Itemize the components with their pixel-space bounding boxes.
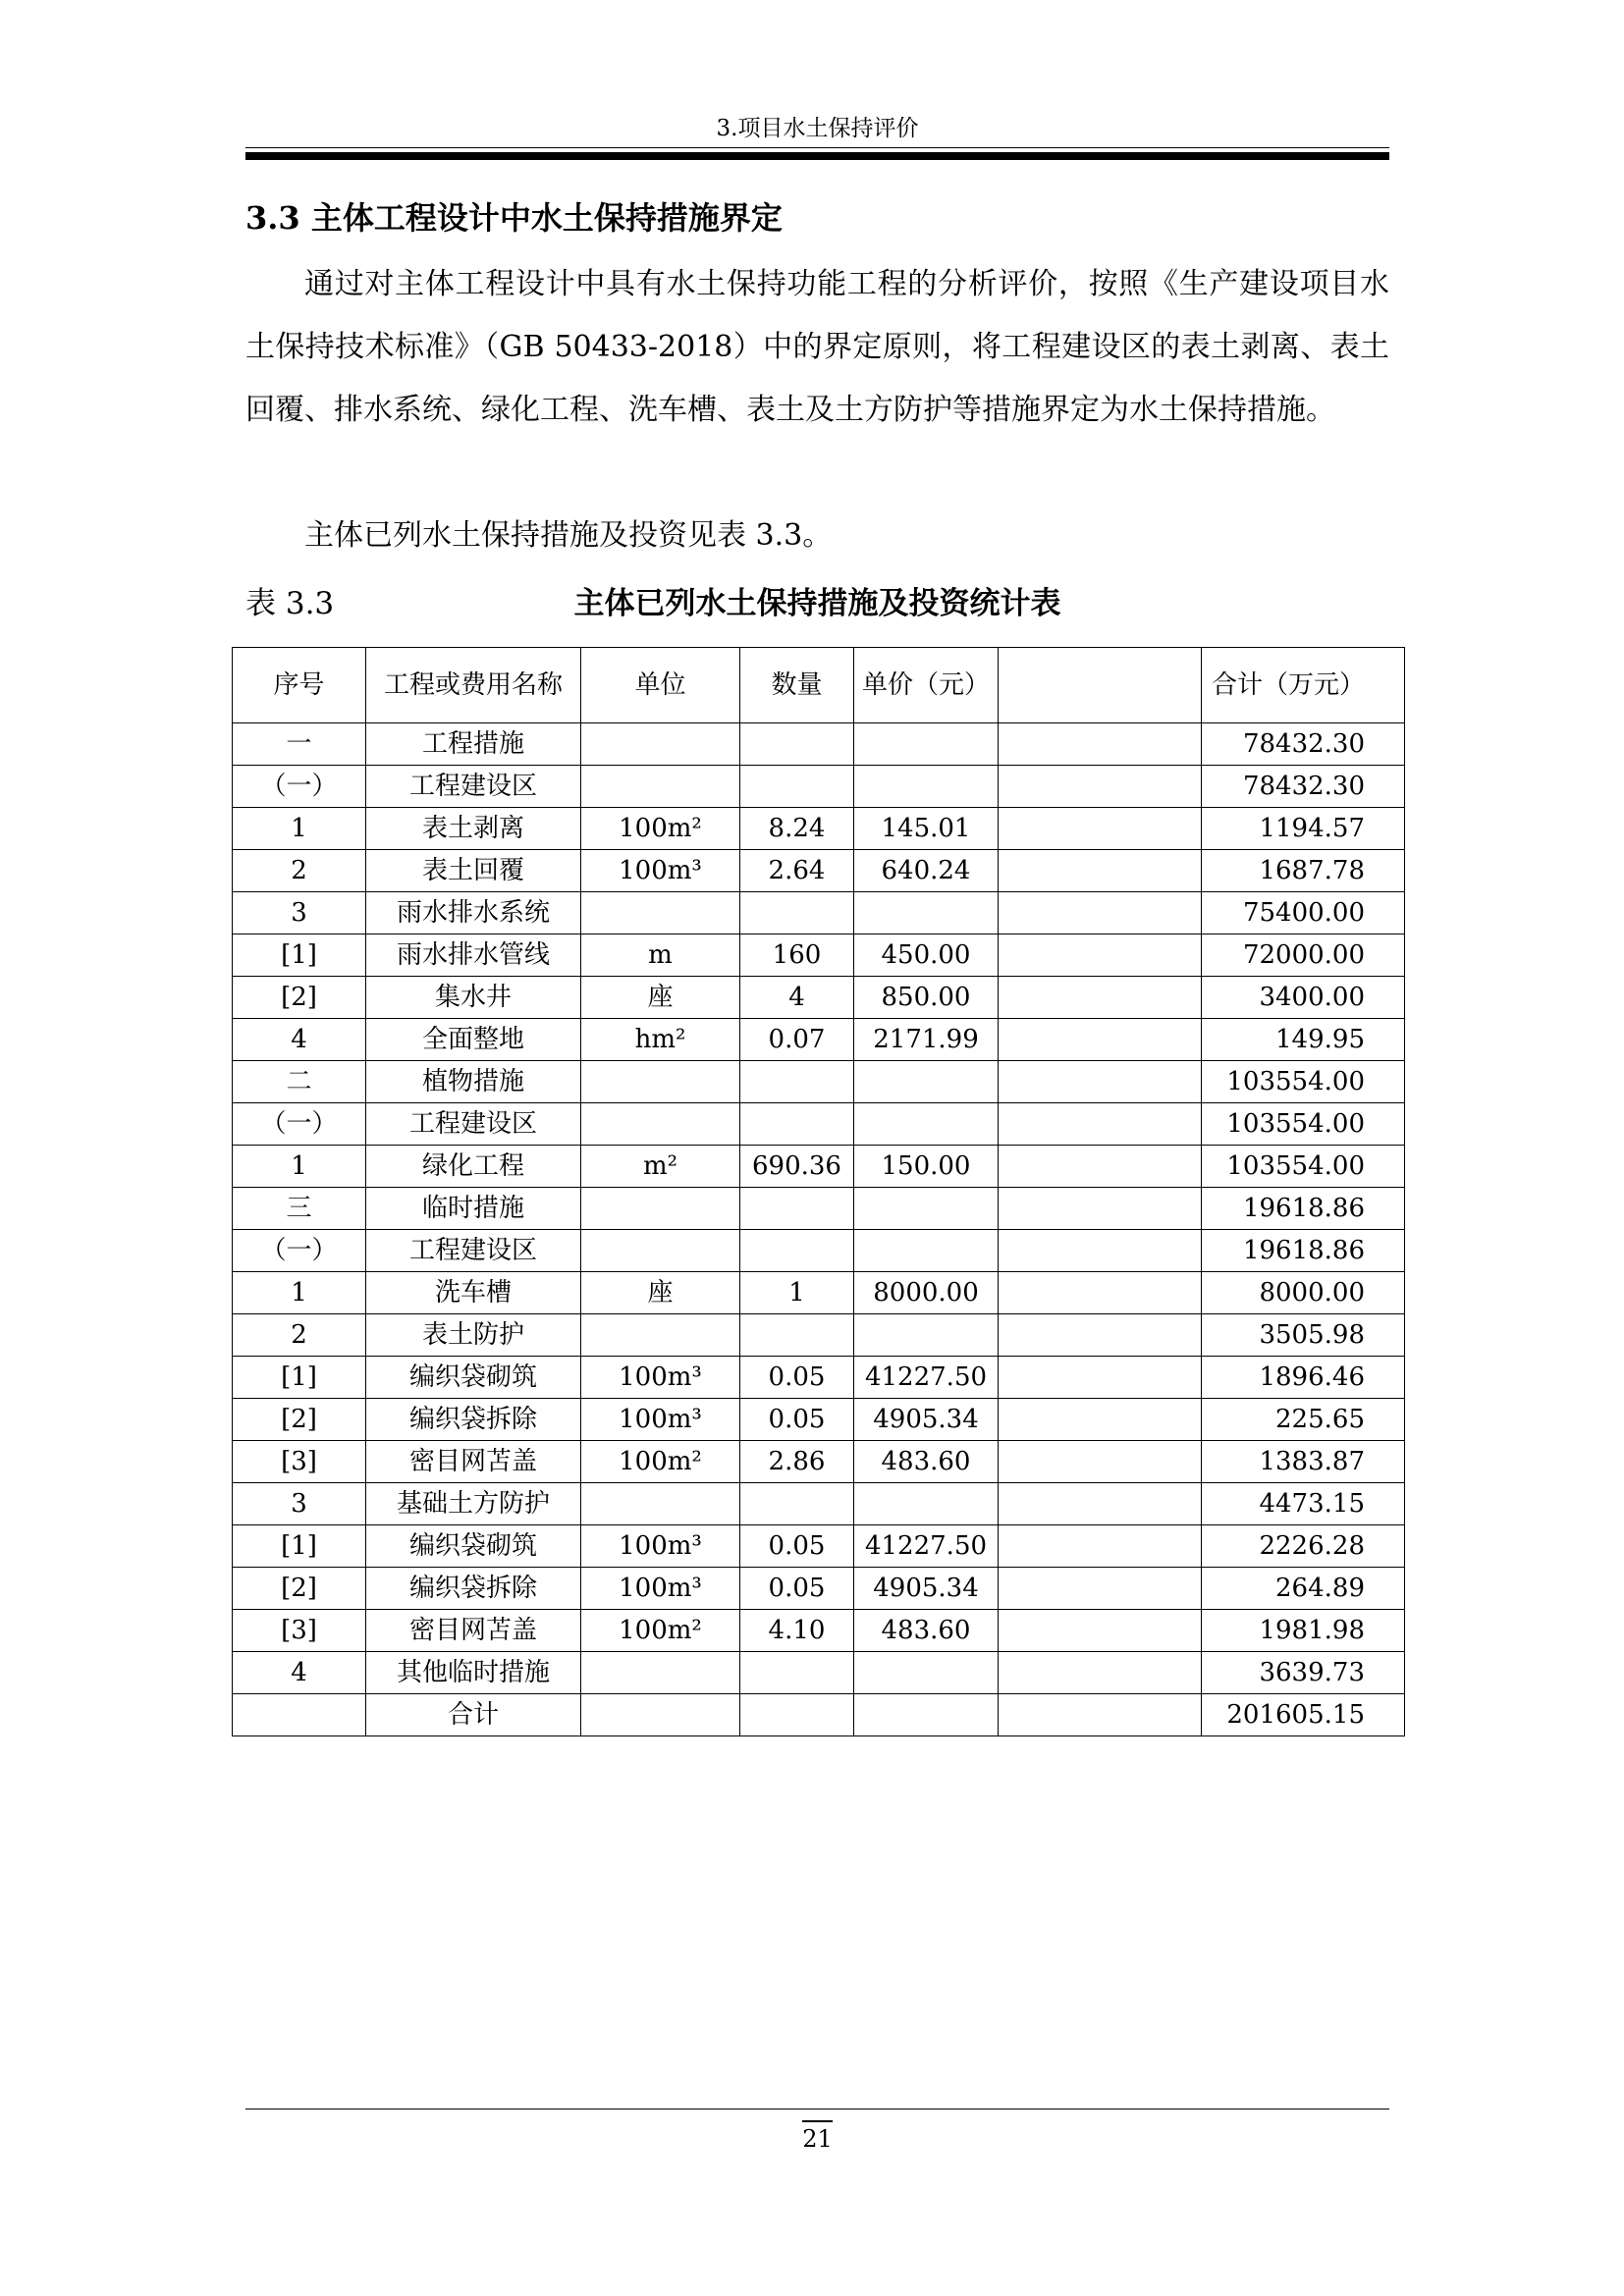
table-cell: 19618.86 bbox=[1202, 1230, 1405, 1272]
table-cell: 密目网苫盖 bbox=[366, 1441, 581, 1483]
table-cell: 表土回覆 bbox=[366, 850, 581, 892]
table-row bbox=[233, 1357, 1405, 1399]
table-cell bbox=[999, 766, 1202, 808]
table-cell bbox=[581, 892, 740, 934]
table-cell: 1 bbox=[740, 1272, 854, 1314]
column-header: 单价（元） bbox=[854, 648, 999, 723]
table-row bbox=[233, 1188, 1405, 1230]
table-cell: 1 bbox=[233, 808, 366, 850]
table-cell: [1] bbox=[233, 934, 366, 977]
section-heading: 3.3 主体工程设计中水土保持措施界定 bbox=[245, 199, 783, 237]
table-row bbox=[233, 1525, 1405, 1568]
table-cell: 雨水排水系统 bbox=[366, 892, 581, 934]
table-cell: 2 bbox=[233, 850, 366, 892]
table-cell bbox=[854, 1314, 999, 1357]
table-cell bbox=[999, 1610, 1202, 1652]
table-cell bbox=[854, 1230, 999, 1272]
table-row bbox=[233, 1230, 1405, 1272]
table-cell: 2 bbox=[233, 1314, 366, 1357]
table-cell: 201605.15 bbox=[1202, 1694, 1405, 1736]
table-row bbox=[233, 723, 1405, 766]
table-cell: 编织袋拆除 bbox=[366, 1399, 581, 1441]
table-caption-title: 主体已列水土保持措施及投资统计表 bbox=[573, 586, 1061, 621]
table-cell: 2226.28 bbox=[1202, 1525, 1405, 1568]
table-row bbox=[233, 1314, 1405, 1357]
table-cell: 3 bbox=[233, 1483, 366, 1525]
table-cell: 编织袋拆除 bbox=[366, 1568, 581, 1610]
table-cell bbox=[999, 1188, 1202, 1230]
table-cell: 4 bbox=[233, 1019, 366, 1061]
table-cell bbox=[854, 1103, 999, 1146]
table-cell: 149.95 bbox=[1202, 1019, 1405, 1061]
table-cell: 8.24 bbox=[740, 808, 854, 850]
table-cell: 160 bbox=[740, 934, 854, 977]
table-cell: 450.00 bbox=[854, 934, 999, 977]
table-cell: 100m³ bbox=[581, 850, 740, 892]
table-cell: 4 bbox=[740, 977, 854, 1019]
table-cell: 100m³ bbox=[581, 1568, 740, 1610]
table-row bbox=[233, 808, 1405, 850]
table-cell: 座 bbox=[581, 1272, 740, 1314]
table-cell bbox=[854, 892, 999, 934]
table-cell: 3639.73 bbox=[1202, 1652, 1405, 1694]
table-cell bbox=[854, 1483, 999, 1525]
table-cell bbox=[999, 977, 1202, 1019]
table-cell: 一 bbox=[233, 723, 366, 766]
table-cell: 工程建设区 bbox=[366, 766, 581, 808]
header-rule-thick bbox=[245, 152, 1389, 160]
table-cell: 基础土方防护 bbox=[366, 1483, 581, 1525]
table-cell bbox=[740, 892, 854, 934]
table-cell: [1] bbox=[233, 1357, 366, 1399]
table-cell bbox=[854, 766, 999, 808]
table-cell bbox=[999, 1061, 1202, 1103]
table-cell: 78432.30 bbox=[1202, 766, 1405, 808]
table-cell: 0.05 bbox=[740, 1525, 854, 1568]
table-cell bbox=[581, 1230, 740, 1272]
table-cell: [2] bbox=[233, 1399, 366, 1441]
table-header-row bbox=[233, 648, 1405, 723]
table-cell: 临时措施 bbox=[366, 1188, 581, 1230]
table-row bbox=[233, 1272, 1405, 1314]
table-cell: 座 bbox=[581, 977, 740, 1019]
table-row bbox=[233, 934, 1405, 977]
table-cell bbox=[581, 723, 740, 766]
table-cell bbox=[999, 808, 1202, 850]
table-cell: 4905.34 bbox=[854, 1568, 999, 1610]
table-cell bbox=[740, 1103, 854, 1146]
table-cell bbox=[999, 1272, 1202, 1314]
table-cell bbox=[740, 723, 854, 766]
table-cell: 1896.46 bbox=[1202, 1357, 1405, 1399]
table-cell: [3] bbox=[233, 1441, 366, 1483]
table-cell: 编织袋砌筑 bbox=[366, 1525, 581, 1568]
table-cell bbox=[999, 1694, 1202, 1736]
table-cell: 2.64 bbox=[740, 850, 854, 892]
table-cell bbox=[740, 1652, 854, 1694]
table-row bbox=[233, 1061, 1405, 1103]
table-row bbox=[233, 1483, 1405, 1525]
page-number: 21 bbox=[802, 2120, 833, 2154]
table-cell: 100m³ bbox=[581, 1525, 740, 1568]
table-cell: 3505.98 bbox=[1202, 1314, 1405, 1357]
table-cell bbox=[740, 1230, 854, 1272]
table-cell bbox=[999, 1357, 1202, 1399]
table-cell: 100m³ bbox=[581, 1399, 740, 1441]
table-cell: 145.01 bbox=[854, 808, 999, 850]
table-cell: 0.05 bbox=[740, 1357, 854, 1399]
table-cell: 密目网苫盖 bbox=[366, 1610, 581, 1652]
table-cell: 集水井 bbox=[366, 977, 581, 1019]
table-cell bbox=[740, 766, 854, 808]
table-cell: 其他临时措施 bbox=[366, 1652, 581, 1694]
table-cell bbox=[740, 1483, 854, 1525]
table-cell bbox=[999, 1568, 1202, 1610]
table-cell: 483.60 bbox=[854, 1441, 999, 1483]
table-cell: 850.00 bbox=[854, 977, 999, 1019]
table-cell: 41227.50 bbox=[854, 1357, 999, 1399]
table-cell bbox=[581, 1188, 740, 1230]
table-cell: 150.00 bbox=[854, 1146, 999, 1188]
table-cell bbox=[999, 1103, 1202, 1146]
table-cell: 0.07 bbox=[740, 1019, 854, 1061]
table-row bbox=[233, 977, 1405, 1019]
table-row bbox=[233, 892, 1405, 934]
table-cell bbox=[999, 1399, 1202, 1441]
table-cell: 工程建设区 bbox=[366, 1103, 581, 1146]
page-header-title: 3.项目水土保持评价 bbox=[716, 116, 919, 141]
table-cell: 103554.00 bbox=[1202, 1061, 1405, 1103]
table-cell bbox=[854, 1188, 999, 1230]
table-row bbox=[233, 1103, 1405, 1146]
table-cell bbox=[999, 723, 1202, 766]
table-cell: [1] bbox=[233, 1525, 366, 1568]
column-header: 合计（万元） bbox=[1202, 648, 1405, 723]
table-cell: （一） bbox=[233, 766, 366, 808]
page-footer bbox=[245, 2120, 1389, 2154]
table-cell: m² bbox=[581, 1146, 740, 1188]
table-cell bbox=[999, 1314, 1202, 1357]
table-row bbox=[233, 1146, 1405, 1188]
table-cell: 工程建设区 bbox=[366, 1230, 581, 1272]
paragraph-table-reference: 主体已列水土保持措施及投资见表 3.3。 bbox=[304, 518, 833, 553]
table-cell bbox=[999, 1652, 1202, 1694]
table-cell: 植物措施 bbox=[366, 1061, 581, 1103]
table-cell: 1194.57 bbox=[1202, 808, 1405, 850]
table-cell: 1 bbox=[233, 1146, 366, 1188]
table-cell: 雨水排水管线 bbox=[366, 934, 581, 977]
table-cell bbox=[581, 1314, 740, 1357]
table-cell: 3 bbox=[233, 892, 366, 934]
table-cell bbox=[999, 934, 1202, 977]
table-cell: 72000.00 bbox=[1202, 934, 1405, 977]
table-row bbox=[233, 850, 1405, 892]
table-cell: m bbox=[581, 934, 740, 977]
table-cell: 工程措施 bbox=[366, 723, 581, 766]
table-cell: 绿化工程 bbox=[366, 1146, 581, 1188]
table-cell bbox=[999, 1230, 1202, 1272]
table-cell bbox=[740, 1314, 854, 1357]
table-cell bbox=[999, 1525, 1202, 1568]
table-cell: 41227.50 bbox=[854, 1525, 999, 1568]
table-row bbox=[233, 1399, 1405, 1441]
table-cell bbox=[581, 1483, 740, 1525]
table-cell bbox=[854, 1652, 999, 1694]
table-cell: 2171.99 bbox=[854, 1019, 999, 1061]
table-cell: 75400.00 bbox=[1202, 892, 1405, 934]
column-header: 数量 bbox=[740, 648, 854, 723]
table-cell: （一） bbox=[233, 1103, 366, 1146]
table-caption bbox=[245, 579, 1389, 628]
table-cell bbox=[581, 1061, 740, 1103]
table-cell: 1981.98 bbox=[1202, 1610, 1405, 1652]
table-cell: 洗车槽 bbox=[366, 1272, 581, 1314]
table-cell: 100m³ bbox=[581, 1357, 740, 1399]
table-cell: 全面整地 bbox=[366, 1019, 581, 1061]
table-cell: [3] bbox=[233, 1610, 366, 1652]
table-cell bbox=[581, 1694, 740, 1736]
table-cell bbox=[740, 1694, 854, 1736]
table-caption-number: 表 3.3 bbox=[245, 586, 335, 621]
table-row bbox=[233, 1019, 1405, 1061]
investment-table bbox=[232, 647, 1405, 1736]
table-cell: 4.10 bbox=[740, 1610, 854, 1652]
table-cell bbox=[581, 1103, 740, 1146]
table-cell: 0.05 bbox=[740, 1399, 854, 1441]
table-cell bbox=[999, 892, 1202, 934]
table-cell: 表土剥离 bbox=[366, 808, 581, 850]
table-cell bbox=[999, 850, 1202, 892]
table-cell: 483.60 bbox=[854, 1610, 999, 1652]
table-cell: 103554.00 bbox=[1202, 1146, 1405, 1188]
table-cell: 103554.00 bbox=[1202, 1103, 1405, 1146]
table-cell: 1 bbox=[233, 1272, 366, 1314]
table-cell: 4 bbox=[233, 1652, 366, 1694]
table-cell bbox=[233, 1694, 366, 1736]
column-header: 单位 bbox=[581, 648, 740, 723]
table-cell: [2] bbox=[233, 1568, 366, 1610]
table-row bbox=[233, 766, 1405, 808]
table-cell: 8000.00 bbox=[1202, 1272, 1405, 1314]
table-cell: 0.05 bbox=[740, 1568, 854, 1610]
paragraph-definition: 通过对主体工程设计中具有水土保持功能工程的分析评价，按照《生产建设项目水土保持技术标准》（GB 50433-2018）中的界定原则，将工程建设区的表土剥离、表土回覆、排水系统、绿化工程、洗车槽、表土及土方防护等措施界定为水土保持措施。 bbox=[245, 267, 1389, 427]
table-cell bbox=[854, 723, 999, 766]
table-cell: 690.36 bbox=[740, 1146, 854, 1188]
header-rule-thin bbox=[245, 147, 1389, 148]
table-cell: [2] bbox=[233, 977, 366, 1019]
table-cell: 2.86 bbox=[740, 1441, 854, 1483]
table-cell: 4905.34 bbox=[854, 1399, 999, 1441]
table-cell: 640.24 bbox=[854, 850, 999, 892]
table-cell: （一） bbox=[233, 1230, 366, 1272]
table-cell: 100m² bbox=[581, 808, 740, 850]
table-cell: 二 bbox=[233, 1061, 366, 1103]
table-cell: 225.65 bbox=[1202, 1399, 1405, 1441]
table-cell bbox=[581, 766, 740, 808]
table-row bbox=[233, 1610, 1405, 1652]
column-header: 工程或费用名称 bbox=[366, 648, 581, 723]
column-header: 序号 bbox=[233, 648, 366, 723]
table-cell bbox=[740, 1188, 854, 1230]
table-cell: 78432.30 bbox=[1202, 723, 1405, 766]
column-header bbox=[999, 648, 1202, 723]
table-cell bbox=[999, 1146, 1202, 1188]
table-cell: 100m² bbox=[581, 1441, 740, 1483]
table-cell: 4473.15 bbox=[1202, 1483, 1405, 1525]
table-cell bbox=[854, 1061, 999, 1103]
table-row bbox=[233, 1652, 1405, 1694]
table-cell: 8000.00 bbox=[854, 1272, 999, 1314]
table-cell bbox=[999, 1441, 1202, 1483]
table-cell: 表土防护 bbox=[366, 1314, 581, 1357]
table-cell: 100m² bbox=[581, 1610, 740, 1652]
table-cell bbox=[999, 1019, 1202, 1061]
table-cell: 合计 bbox=[366, 1694, 581, 1736]
table-cell bbox=[740, 1061, 854, 1103]
table-row bbox=[233, 1694, 1405, 1736]
table-row bbox=[233, 1568, 1405, 1610]
table-cell: hm² bbox=[581, 1019, 740, 1061]
table-cell: 3400.00 bbox=[1202, 977, 1405, 1019]
table-cell bbox=[999, 1483, 1202, 1525]
table-cell: 1383.87 bbox=[1202, 1441, 1405, 1483]
table-cell bbox=[581, 1652, 740, 1694]
table-cell: 三 bbox=[233, 1188, 366, 1230]
table-cell: 编织袋砌筑 bbox=[366, 1357, 581, 1399]
table-cell: 264.89 bbox=[1202, 1568, 1405, 1610]
table-cell bbox=[854, 1694, 999, 1736]
table-row bbox=[233, 1441, 1405, 1483]
table-cell: 1687.78 bbox=[1202, 850, 1405, 892]
table-cell: 19618.86 bbox=[1202, 1188, 1405, 1230]
